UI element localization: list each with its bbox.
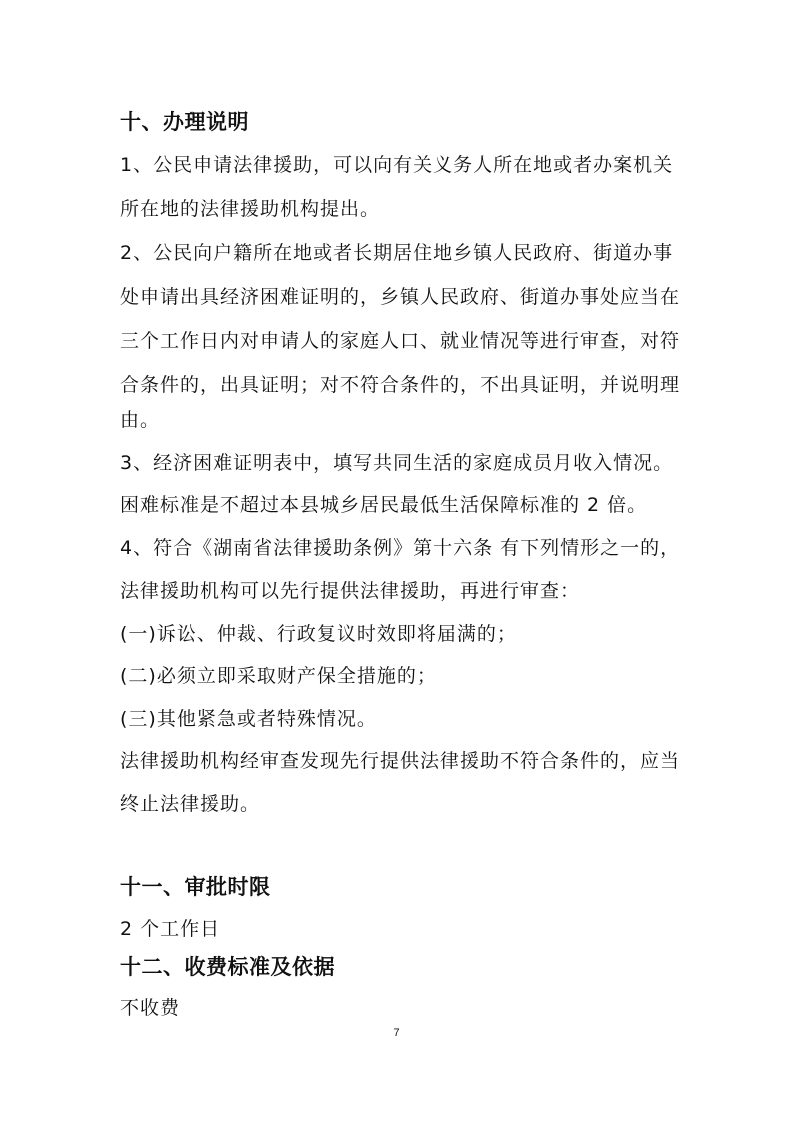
section-10-line-16: 终止法律援助。 <box>120 793 261 815</box>
section-10-line-6: 合条件的，出具证明；对不符合条件的，不出具证明，并说明理 <box>120 374 681 396</box>
section-10-line-15: 法律援助机构经审查发现先行提供法律援助不符合条件的，应当 <box>120 750 681 772</box>
section-12-heading: 十二、收费标准及依据 <box>120 955 335 979</box>
section-10-line-7: 由。 <box>120 409 161 431</box>
section-10-line-9: 困难标准是不超过本县城乡居民最低生活保障标准的 2 倍。 <box>120 494 648 516</box>
section-10-line-14: (三)其他紧急或者特殊情况。 <box>120 708 377 730</box>
section-10-line-4: 处申请出具经济困难证明的，乡镇人民政府、街道办事处应当在 <box>120 286 681 308</box>
section-12-line-1: 不收费 <box>120 997 181 1019</box>
section-10-heading: 十、办理说明 <box>120 110 249 134</box>
section-10-line-8: 3、经济困难证明表中，填写共同生活的家庭成员月收入情况。 <box>120 452 674 474</box>
section-10-line-13: (二)必须立即采取财产保全措施的； <box>120 665 437 687</box>
section-10-line-3: 2、公民向户籍所在地或者长期居住地乡镇人民政府、街道办事 <box>120 242 674 264</box>
section-10-line-10: 4、符合《湖南省法律援助条例》第十六条 有下列情形之一的， <box>120 537 681 559</box>
section-10-line-2: 所在地的法律援助机构提出。 <box>120 198 381 220</box>
page-number: 7 <box>393 1027 400 1039</box>
section-10-line-11: 法律援助机构可以先行提供法律援助，再进行审查： <box>120 580 581 602</box>
section-10-line-5: 三个工作日内对申请人的家庭人口、就业情况等进行审查，对符 <box>120 330 681 352</box>
section-11-line-1: 2 个工作日 <box>120 918 221 940</box>
section-11-heading: 十一、审批时限 <box>120 875 271 899</box>
section-10-line-1: 1、公民申请法律援助，可以向有关义务人所在地或者办案机关 <box>120 154 674 176</box>
section-10-line-12: (一)诉讼、仲裁、行政复议时效即将届满的； <box>120 623 517 645</box>
